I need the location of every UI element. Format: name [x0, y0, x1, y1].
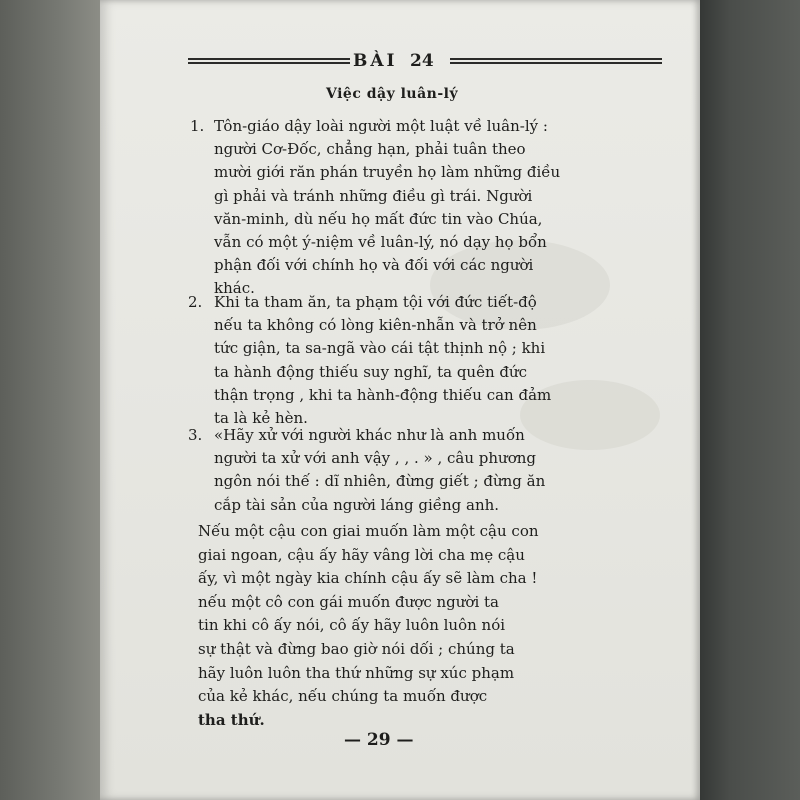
paragraph-3 — [214, 424, 634, 517]
text-line: cắp tài sản của người láng giềng anh. — [214, 495, 500, 514]
text-line: mười giới răn phán truyền họ làm những điều — [214, 163, 561, 182]
text-line: «Hãy xử với người khác như là anh muốn — [214, 426, 525, 444]
text-line: hãy luôn luôn tha thứ những sự xúc phạm — [198, 663, 515, 682]
text-line: nếu ta không có lòng kiên-nhẫn và trở nên — [214, 316, 537, 335]
background-left — [0, 0, 100, 800]
text-line: Khi ta tham ăn, ta phạm tội với đức tiết-độ — [214, 293, 537, 311]
text-line: vẫn có một ý-niệm về luân-lý, nó dạy họ bổn — [214, 233, 547, 252]
text-line: người Cơ-Đốc, chẳng hạn, phải tuân theo — [214, 140, 526, 159]
text-line: giai ngoan, cậu ấy hãy vâng lời cha mẹ cậu — [198, 545, 525, 564]
paragraph-number: 3. — [188, 426, 203, 444]
text-line: gì phải và tránh những điều gì trái. Người — [214, 186, 533, 205]
text-line: của kẻ khác, nếu chúng ta muốn được — [198, 687, 488, 706]
text-line: ta hành động thiếu suy nghĩ, ta quên đức — [214, 362, 528, 381]
text-line: nếu một cô con gái muốn được người ta — [198, 592, 499, 611]
book-page — [100, 0, 700, 800]
text-line: phận đối với chính họ và đối với các người — [214, 256, 534, 275]
closing-paragraph — [198, 520, 648, 732]
paragraph-2 — [214, 291, 634, 430]
text-line: Nếu một cậu con giai muốn làm một cậu con — [198, 522, 539, 540]
text-line: tin khi cô ấy nói, cô ấy hãy luôn luôn nói — [198, 616, 506, 635]
lesson-title: Việc dậy luân-lý — [326, 86, 459, 102]
text-line: tha thứ. — [198, 710, 265, 729]
paragraph-1 — [214, 115, 634, 301]
header-rule-right — [450, 58, 662, 64]
lesson-number: 24 — [410, 51, 434, 71]
lesson-word: BÀI — [353, 51, 398, 71]
header-rule-left — [188, 58, 350, 64]
page-number: — 29 — — [344, 730, 414, 750]
text-line: tức giận, ta sa-ngã vào cái tật thịnh nộ ; khi — [214, 339, 546, 358]
text-line: khác. — [214, 279, 255, 298]
text-line: người ta xử với anh vậy , , . » , câu phương — [214, 449, 536, 468]
paragraph-number: 2. — [188, 293, 203, 311]
lesson-header — [188, 46, 668, 76]
text-line: ngôn nói thế : dĩ nhiên, đừng giết ; đừng ăn — [214, 472, 546, 491]
paragraph-number: 1. — [190, 117, 205, 135]
text-line: ta là kẻ hèn. — [214, 409, 308, 428]
background-right — [700, 0, 800, 800]
text-line: thận trọng , khi ta hành-động thiếu can đảm — [214, 385, 552, 404]
text-line: Tôn-giáo dậy loài người một luật về luân-lý : — [214, 117, 548, 135]
text-line: sự thật và đừng bao giờ nói dối ; chúng ta — [198, 639, 515, 658]
text-line: văn-minh, dù nếu họ mất đức tin vào Chúa, — [214, 209, 543, 228]
text-line: ấy, vì một ngày kia chính cậu ấy sẽ làm cha ! — [198, 569, 538, 588]
